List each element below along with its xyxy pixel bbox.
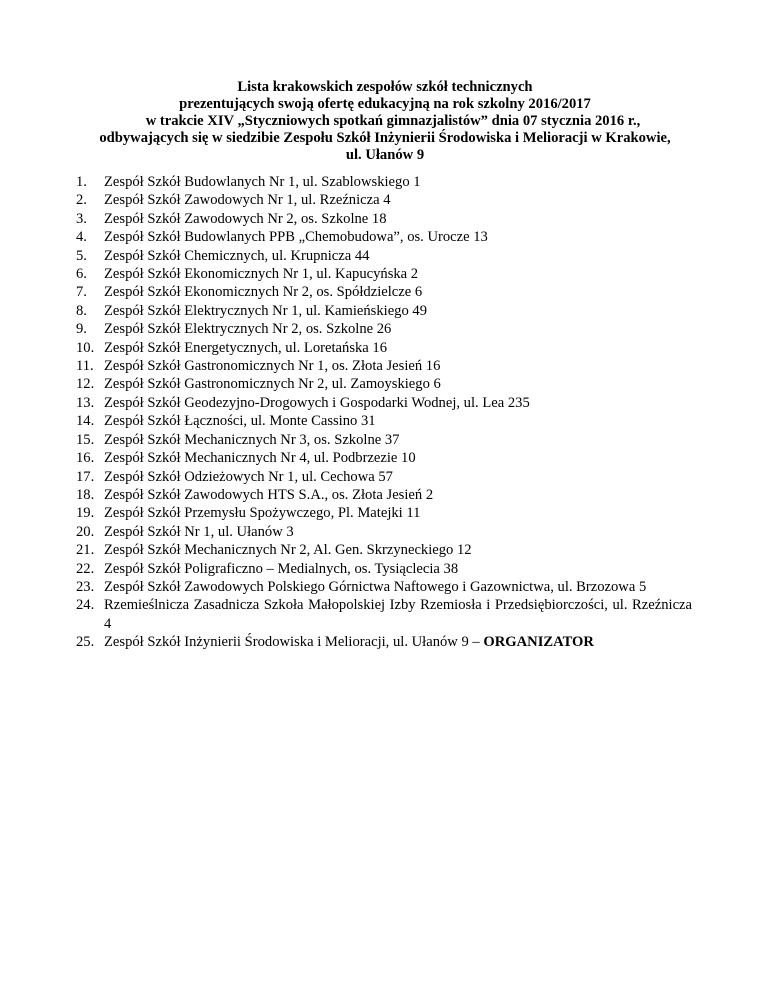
item-number: 14. — [76, 413, 95, 430]
item-text: Zespół Szkół Energetycznych, ul. Loretańska 16 — [104, 339, 388, 356]
item-text: Zespół Szkół Przemysłu Spożywczego, Pl. Matejki 11 — [104, 505, 421, 522]
item-text: Zespół Szkół Zawodowych HTS S.A., os. Złota Jesień 2 — [104, 486, 434, 503]
title-line: Lista krakowskich zespołów szkół technicznych — [237, 79, 533, 95]
item-text: Zespół Szkół Elektrycznych Nr 1, ul. Kamieńskiego 49 — [104, 302, 428, 319]
item-text: Zespół Szkół Zawodowych Polskiego Górnictwa Naftowego i Gazownictwa, ul. Brzozowa 5 — [104, 578, 647, 595]
item-number: 16. — [76, 450, 95, 467]
item-text: Zespół Szkół Geodezyjno-Drogowych i Gospodarki Wodnej, ul. Lea 235 — [104, 394, 530, 411]
list-item — [76, 339, 692, 357]
list-item — [76, 228, 692, 246]
item-number: 17. — [76, 468, 95, 485]
list-item — [76, 596, 692, 633]
list-item — [76, 265, 692, 283]
list-item — [76, 486, 692, 504]
list-item — [76, 412, 692, 430]
list-item — [76, 283, 692, 301]
list-item — [76, 523, 692, 541]
list-item — [76, 633, 692, 651]
item-number: 19. — [76, 505, 95, 522]
item-number: 9. — [76, 321, 87, 338]
item-text: Zespół Szkół Budowlanych PPB „Chemobudowa”, os. Urocze 13 — [104, 229, 488, 246]
item-text: Zespół Szkół Mechanicznych Nr 4, ul. Podbrzezie 10 — [104, 450, 416, 467]
item-number: 5. — [76, 247, 87, 264]
list-item — [76, 247, 692, 265]
organizer-tag: ORGANIZATOR — [483, 634, 594, 651]
item-text: Zespół Szkół Zawodowych Nr 2, os. Szkolne 18 — [104, 210, 387, 227]
item-number: 15. — [76, 431, 95, 448]
item-text: Zespół Szkół Ekonomicznych Nr 1, ul. Kapucyńska 2 — [104, 266, 419, 283]
item-number: 13. — [76, 394, 95, 411]
list-item — [76, 431, 692, 449]
item-number: 2. — [76, 192, 87, 209]
list-item — [76, 449, 692, 467]
item-text: Zespół Szkół Inżynierii Środowiska i Melioracji, ul. Ułanów 9 – — [104, 634, 484, 651]
item-number: 11. — [76, 358, 94, 375]
item-text: Rzemieślnicza Zasadnicza Szkoła Małopolskiej Izby Rzemiosła i Przedsiębiorczości, ul. Rzeźnicza 4 — [104, 597, 692, 632]
item-text: Zespół Szkół Gastronomicznych Nr 1, os. Złota Jesień 16 — [104, 358, 441, 375]
document-title — [60, 79, 710, 164]
item-text: Zespół Szkół Ekonomicznych Nr 2, os. Spółdzielcze 6 — [104, 284, 423, 301]
item-number: 4. — [76, 229, 87, 246]
item-text: Zespół Szkół Odzieżowych Nr 1, ul. Cechowa 57 — [104, 468, 393, 485]
item-text: Zespół Szkół Budowlanych Nr 1, ul. Szablowskiego 1 — [104, 174, 421, 190]
item-number: 21. — [76, 542, 95, 559]
item-number: 6. — [76, 266, 87, 283]
title-line: ul. Ułanów 9 — [345, 147, 425, 163]
title-line: odbywających się w siedzibie Zespołu Szkół Inżynierii Środowiska i Melioracji w Krakowie, — [99, 130, 671, 146]
item-text: Zespół Szkół Nr 1, ul. Ułanów 3 — [104, 523, 294, 540]
item-number: 18. — [76, 486, 95, 503]
list-item — [76, 468, 692, 486]
item-number: 12. — [76, 376, 95, 393]
item-text: Zespół Szkół Mechanicznych Nr 3, os. Szkolne 37 — [104, 431, 400, 448]
item-text: Zespół Szkół Mechanicznych Nr 2, Al. Gen. Skrzyneckiego 12 — [104, 542, 472, 559]
list-item — [76, 173, 692, 191]
item-number: 20. — [76, 523, 95, 540]
item-number: 24. — [76, 597, 95, 614]
item-text: Zespół Szkół Zawodowych Nr 1, ul. Rzeźnicza 4 — [104, 192, 391, 209]
list-item — [76, 191, 692, 209]
item-number: 22. — [76, 560, 95, 577]
item-text: Zespół Szkół Łączności, ul. Monte Cassino 31 — [104, 413, 376, 430]
list-item — [76, 560, 692, 578]
title-line: w trakcie XIV „Styczniowych spotkań gimnazjalistów” dnia 07 stycznia 2016 r., — [145, 113, 641, 129]
list-item — [76, 375, 692, 393]
list-item — [76, 394, 692, 412]
list-item — [76, 541, 692, 559]
item-number: 1. — [76, 174, 87, 190]
item-text: Zespół Szkół Chemicznych, ul. Krupnicza 44 — [104, 247, 370, 264]
item-number: 23. — [76, 578, 95, 595]
list-item — [76, 578, 692, 596]
item-text: Zespół Szkół Elektrycznych Nr 2, os. Szkolne 26 — [104, 321, 392, 338]
item-text: Zespół Szkół Poligraficzno – Medialnych, os. Tysiąclecia 38 — [104, 560, 459, 577]
item-number: 10. — [76, 339, 95, 356]
list-item — [76, 357, 692, 375]
list-item — [76, 302, 692, 320]
item-number: 3. — [76, 210, 87, 227]
school-list — [76, 173, 692, 652]
item-number: 7. — [76, 284, 87, 301]
title-line: prezentujących swoją ofertę edukacyjną na rok szkolny 2016/2017 — [179, 96, 591, 112]
item-number: 25. — [76, 634, 95, 651]
item-text: Zespół Szkół Gastronomicznych Nr 2, ul. Zamoyskiego 6 — [104, 376, 441, 393]
list-item — [76, 504, 692, 522]
list-item — [76, 320, 692, 338]
list-item — [76, 210, 692, 228]
item-number: 8. — [76, 302, 87, 319]
